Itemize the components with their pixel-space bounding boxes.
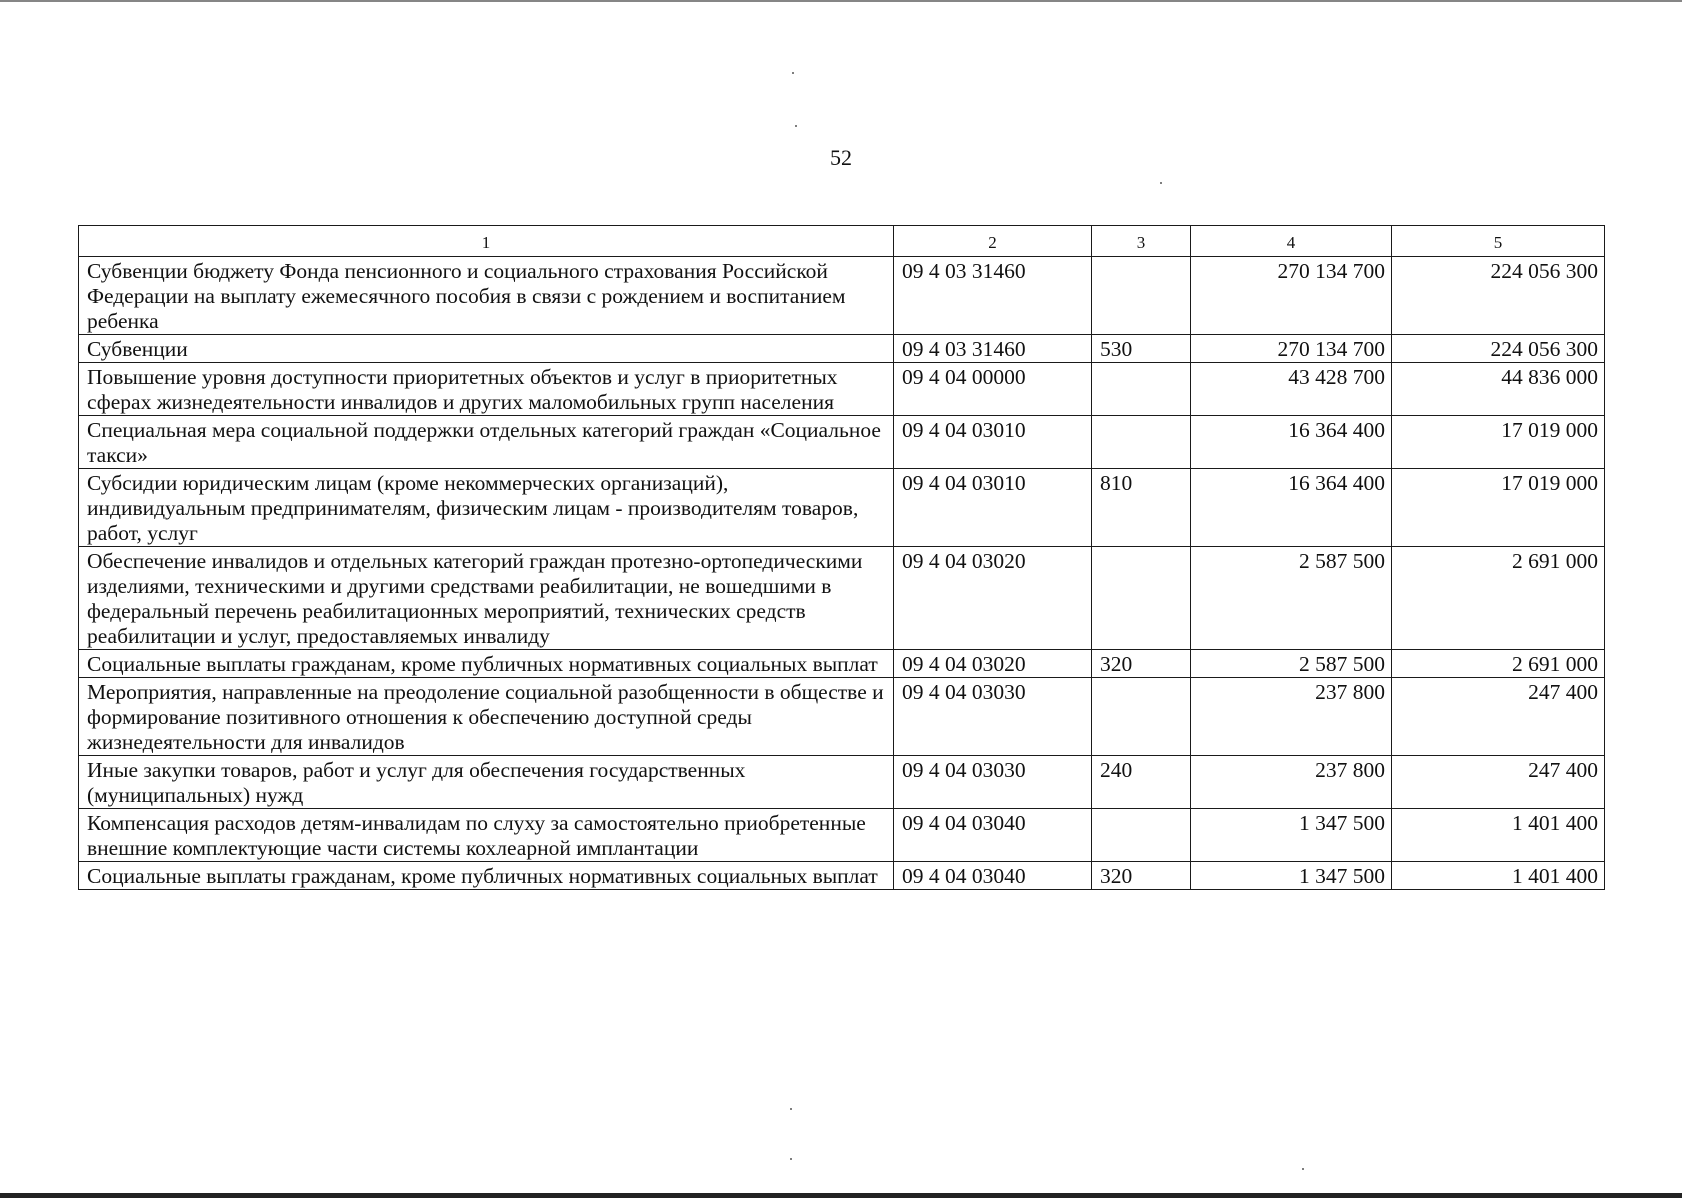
row-sum-1: 270 134 700 (1191, 335, 1392, 363)
row-code: 09 4 04 03030 (894, 756, 1092, 809)
table-row (79, 335, 1605, 363)
row-name: Повышение уровня доступности приоритетных объектов и услуг в приоритетных сферах жизнедеятельности инвалидов и других маломобильных групп населения (79, 363, 894, 416)
row-sum-2: 2 691 000 (1392, 547, 1605, 650)
row-kvr: 320 (1092, 650, 1191, 678)
row-name: Специальная мера социальной поддержки отдельных категорий граждан «Социальное такси» (79, 416, 894, 469)
row-code: 09 4 04 03020 (894, 547, 1092, 650)
table-header-row (79, 226, 1605, 257)
row-sum-1: 237 800 (1191, 678, 1392, 756)
scan-speck (1160, 182, 1162, 184)
row-sum-2: 1 401 400 (1392, 862, 1605, 890)
row-name: Обеспечение инвалидов и отдельных категорий граждан протезно-ортопедическими изделиями, техническими и другими средствами реабилитации, не вошедшими в федеральный перечень реабилитационных мероприятий, технических средств реабилитации и услуг, предоставляемых инвалиду (79, 547, 894, 650)
row-kvr: 810 (1092, 469, 1191, 547)
row-sum-1: 43 428 700 (1191, 363, 1392, 416)
row-sum-2: 17 019 000 (1392, 469, 1605, 547)
row-sum-1: 270 134 700 (1191, 257, 1392, 335)
page-number: 52 (830, 145, 852, 170)
row-sum-2: 1 401 400 (1392, 809, 1605, 862)
row-kvr (1092, 678, 1191, 756)
table-row (79, 416, 1605, 469)
row-kvr (1092, 363, 1191, 416)
scan-speck (795, 125, 797, 127)
row-name: Субвенции бюджету Фонда пенсионного и социального страхования Российской Федерации на выплату ежемесячного пособия в связи с рождением и воспитанием ребенка (79, 257, 894, 335)
table-row (79, 650, 1605, 678)
row-code: 09 4 04 00000 (894, 363, 1092, 416)
column-header-name: 1 (79, 226, 894, 257)
row-kvr: 320 (1092, 862, 1191, 890)
row-kvr (1092, 257, 1191, 335)
row-sum-1: 16 364 400 (1191, 469, 1392, 547)
row-kvr: 530 (1092, 335, 1191, 363)
row-code: 09 4 04 03040 (894, 862, 1092, 890)
row-code: 09 4 04 03030 (894, 678, 1092, 756)
scan-speck (1302, 1168, 1304, 1170)
column-header-code: 2 (894, 226, 1092, 257)
row-sum-1: 16 364 400 (1191, 416, 1392, 469)
row-sum-1: 237 800 (1191, 756, 1392, 809)
row-sum-2: 224 056 300 (1392, 257, 1605, 335)
row-sum-2: 44 836 000 (1392, 363, 1605, 416)
column-header-sum-2: 5 (1392, 226, 1605, 257)
row-sum-1: 1 347 500 (1191, 862, 1392, 890)
row-sum-1: 1 347 500 (1191, 809, 1392, 862)
scan-speck (790, 1108, 792, 1110)
table-row (79, 862, 1605, 890)
row-name: Мероприятия, направленные на преодоление социальной разобщенности в обществе и формирование позитивного отношения к обеспечению доступной среды жизнедеятельности для инвалидов (79, 678, 894, 756)
row-sum-2: 17 019 000 (1392, 416, 1605, 469)
row-code: 09 4 04 03010 (894, 469, 1092, 547)
row-name: Субвенции (79, 335, 894, 363)
row-kvr: 240 (1092, 756, 1191, 809)
table-row (79, 809, 1605, 862)
row-kvr (1092, 809, 1191, 862)
row-name: Компенсация расходов детям-инвалидам по слуху за самостоятельно приобретенные внешние комплектующие части системы кохлеарной имплантации (79, 809, 894, 862)
table-row (79, 678, 1605, 756)
scan-top-edge (0, 0, 1682, 2)
row-code: 09 4 03 31460 (894, 335, 1092, 363)
row-sum-2: 247 400 (1392, 756, 1605, 809)
table-row (79, 363, 1605, 416)
row-code: 09 4 04 03040 (894, 809, 1092, 862)
row-kvr (1092, 547, 1191, 650)
row-sum-1: 2 587 500 (1191, 547, 1392, 650)
row-sum-2: 247 400 (1392, 678, 1605, 756)
table-row (79, 756, 1605, 809)
table-row (79, 547, 1605, 650)
table-row (79, 257, 1605, 335)
row-sum-2: 224 056 300 (1392, 335, 1605, 363)
row-sum-1: 2 587 500 (1191, 650, 1392, 678)
row-name: Субсидии юридическим лицам (кроме некоммерческих организаций), индивидуальным предпринимателям, физическим лицам - производителям товаров, работ, услуг (79, 469, 894, 547)
scan-speck (790, 1158, 792, 1160)
scan-speck (792, 72, 794, 74)
column-header-sum-1: 4 (1191, 226, 1392, 257)
column-header-kvr: 3 (1092, 226, 1191, 257)
row-name: Социальные выплаты гражданам, кроме публичных нормативных социальных выплат (79, 862, 894, 890)
row-code: 09 4 04 03020 (894, 650, 1092, 678)
row-code: 09 4 03 31460 (894, 257, 1092, 335)
row-sum-2: 2 691 000 (1392, 650, 1605, 678)
table-row (79, 469, 1605, 547)
row-name: Социальные выплаты гражданам, кроме публичных нормативных социальных выплат (79, 650, 894, 678)
row-kvr (1092, 416, 1191, 469)
row-name: Иные закупки товаров, работ и услуг для обеспечения государственных (муниципальных) нужд (79, 756, 894, 809)
row-code: 09 4 04 03010 (894, 416, 1092, 469)
budget-table (78, 225, 1605, 890)
scan-bottom-edge (0, 1193, 1682, 1198)
